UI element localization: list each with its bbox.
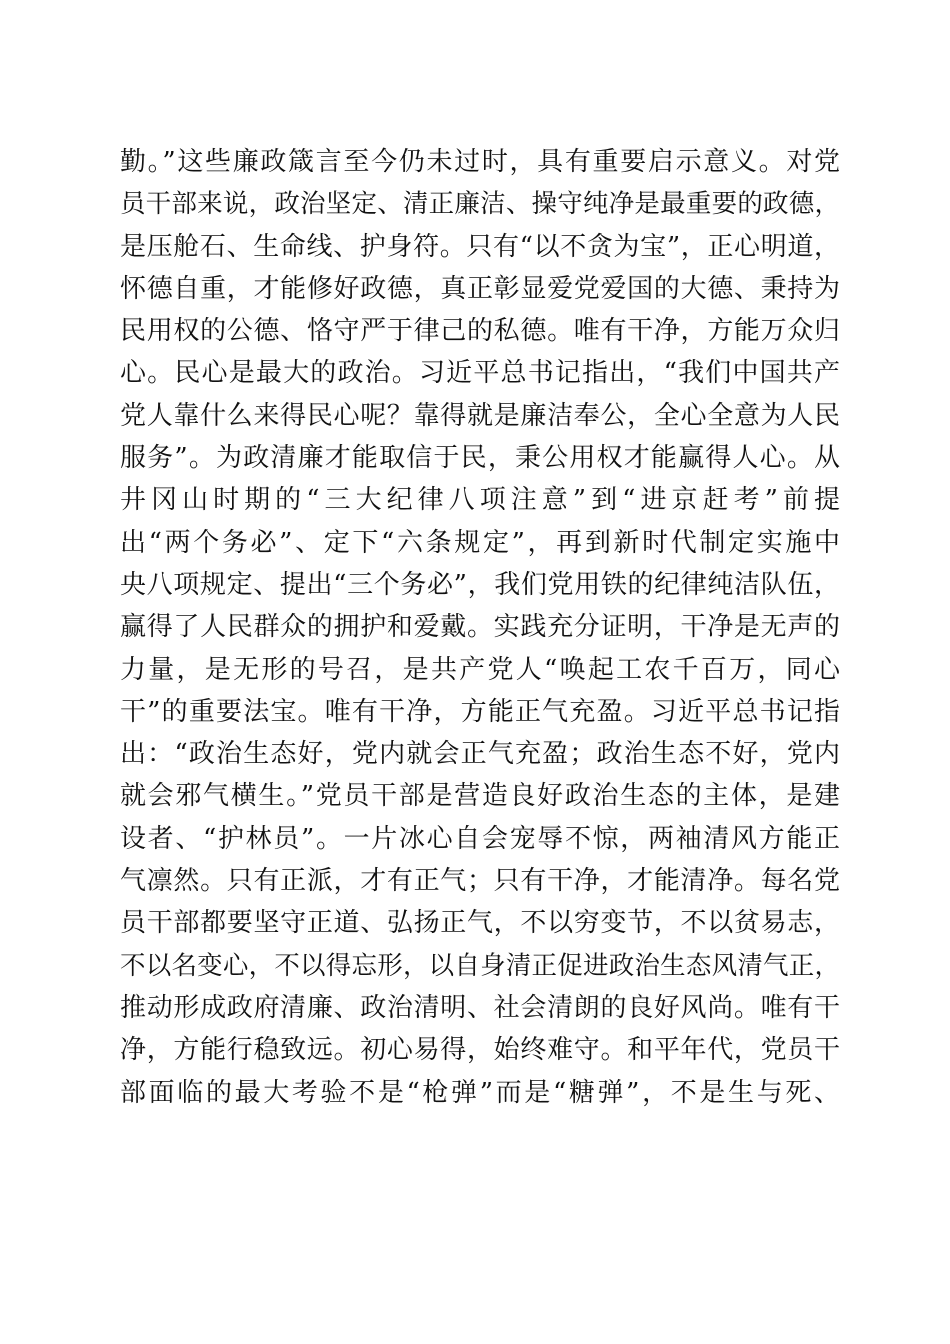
body-paragraph: [120, 141, 840, 1114]
text-line: 员干部来说，政治坚定、清正廉洁、操守纯净是最重要的政德，: [120, 189, 840, 220]
text-line: 党人靠什么来得民心呢？靠得就是廉洁奉公，全心全意为人民: [120, 400, 840, 431]
text-line: 勤。”这些廉政箴言至今仍未过时，具有重要启示意义。对党: [120, 147, 840, 177]
text-line: 推动形成政府清廉、政治清明、社会清朗的良好风尚。唯有干: [120, 992, 840, 1023]
text-line: 就会邪气横生。”党员干部是营造良好政治生态的主体，是建: [120, 781, 840, 812]
text-line: 不以名变心，不以得忘形，以自身清正促进政治生态风清气正，: [120, 950, 840, 981]
text-line: 部面临的最大考验不是“枪弹”而是“糖弹”，不是生与死、: [120, 1077, 840, 1108]
text-line: 怀德自重，才能修好政德，真正彰显爱党爱国的大德、秉持为: [120, 273, 840, 304]
text-line: 民用权的公德、恪守严于律己的私德。唯有干净，方能万众归: [120, 316, 840, 347]
text-line: 井冈山时期的“三大纪律八项注意”到“进京赶考”前提: [120, 485, 840, 516]
text-line: 力量，是无形的号召，是共产党人“唤起工农千百万，同心: [120, 654, 840, 685]
text-line: 心。民心是最大的政治。习近平总书记指出，“我们中国共产: [120, 358, 840, 389]
text-line: 央八项规定、提出“三个务必”，我们党用铁的纪律纯洁队伍，: [120, 569, 840, 600]
text-line: 气凛然。只有正派，才有正气；只有干净，才能清净。每名党: [120, 866, 840, 897]
text-line: 干”的重要法宝。唯有干净，方能正气充盈。习近平总书记指: [120, 696, 840, 727]
text-line: 净，方能行稳致远。初心易得，始终难守。和平年代，党员干: [120, 1035, 840, 1066]
text-line: 出：“政治生态好，党内就会正气充盈；政治生态不好，党内: [120, 739, 840, 770]
text-line: 设者、“护林员”。一片冰心自会宠辱不惊，两袖清风方能正: [120, 823, 840, 854]
text-line: 出“两个务必”、定下“六条规定”，再到新时代制定实施中: [120, 527, 840, 558]
text-line: 员干部都要坚守正道、弘扬正气，不以穷变节，不以贫易志，: [120, 908, 840, 939]
text-line: 赢得了人民群众的拥护和爱戴。实践充分证明，干净是无声的: [120, 612, 840, 643]
text-line: 服务”。为政清廉才能取信于民，秉公用权才能赢得人心。从: [120, 443, 840, 474]
text-line: 是压舱石、生命线、护身符。只有“以不贪为宝”，正心明道，: [120, 231, 840, 262]
